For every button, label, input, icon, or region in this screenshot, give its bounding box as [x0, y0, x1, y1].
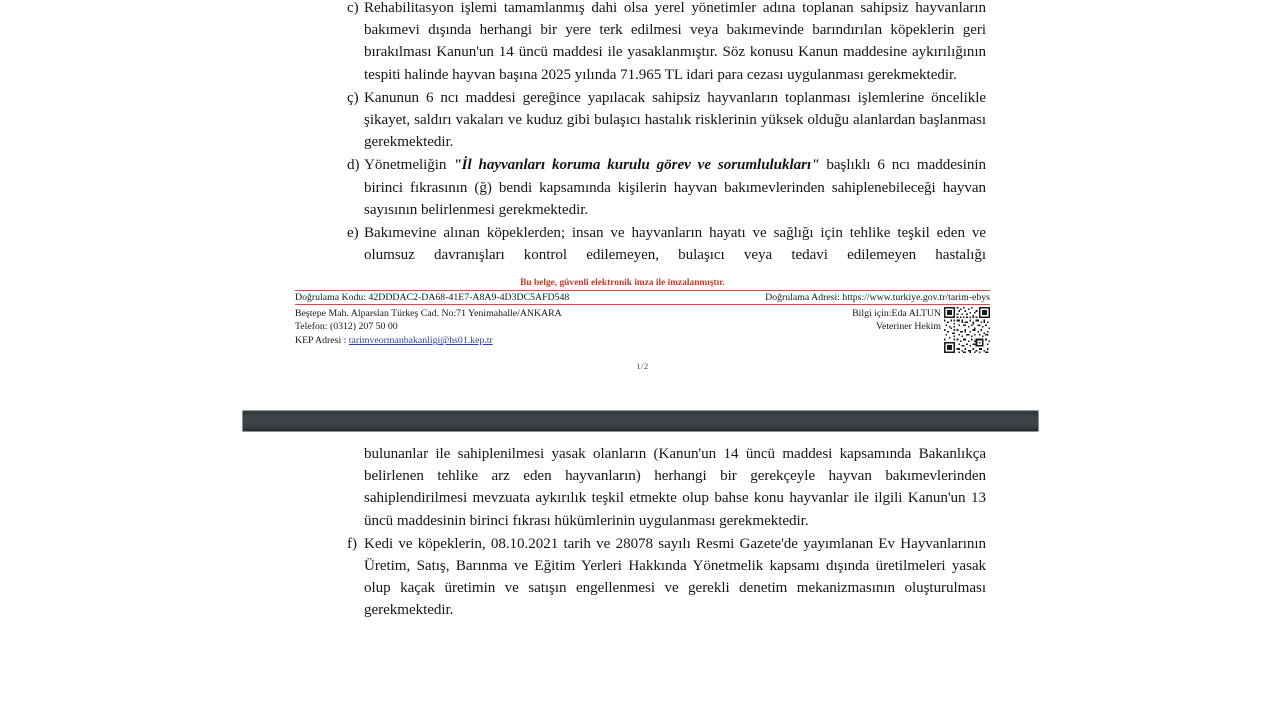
- page-separator-band: [243, 411, 1038, 431]
- footer-address-right: [852, 307, 990, 353]
- phone-line: Telefon: (0312) 207 50 00: [295, 321, 398, 333]
- verification-code-label: Doğrulama Kodu:: [295, 291, 367, 303]
- footer-address-row: [295, 307, 990, 353]
- clause-c: [347, 0, 986, 86]
- verification-row: [295, 290, 990, 305]
- clause-f: [347, 533, 986, 622]
- page-1-body: [243, 0, 1038, 266]
- verification-code-value: 42DDDAC2-DA68-41E7-A8A9-4D3DC5AFD548: [368, 291, 570, 303]
- clause-f-marker: f): [347, 535, 357, 552]
- clause-c-cedilla: [347, 87, 986, 154]
- contact-info: [852, 307, 941, 335]
- clause-d: [347, 154, 986, 221]
- page-2-continuation-paragraph: bulunanlar ile sahiplenilmesi yasak olanların (Kanun'un 14 üncü maddesi kapsamında Bakanlıkça belirlenen tehlike arz eden hayvanların) herhangi bir gerekçeyle hayvan bakımevlerinden sahiplendirilmesi mevzuata aykırılık teşkil etmekte olup bahse konu hayvanlar ile ilgili Kanun'un 13 üncü maddesinin birinci fıkrası hükümlerinin uygulanması gerekmektedir.: [364, 446, 986, 529]
- clause-c-cedilla-text: Kanunun 6 ncı maddesi gereğince yapılacak sahipsiz hayvanların toplanması işlemlerine öncelikle şikayet, saldırı vakaları ve kuduz gibi bulaşıcı hastalık risklerinin yüksek olduğu alanlardan başlanması gerekmektedir.: [364, 89, 986, 151]
- clause-e-marker: e): [347, 224, 359, 241]
- contact-name: Bilgi için:Eda ALTUN: [852, 307, 941, 319]
- contact-title: Veteriner Hekim: [875, 321, 941, 333]
- clause-c-text: Rehabilitasyon işlemi tamamlanmış dahi olsa yerel yönetimler adına toplanan sahipsiz hayvanların bakımevi dışında herhangi bir yere terk edilmesi veya bakımevinde barındırılan köpeklerin geri bırakılması Kanun'un 14 üncü maddesi ile yasaklanmıştır. Söz konusu Kanun maddesine aykırılığının tespiti halinde hayvan başına 2025 yılında 71.965 TL idari para cezası uygulanması gerekmektedir.: [364, 0, 986, 83]
- clause-d-cited-title: "İl hayvanları koruma kurulu görev ve sorumlulukları": [453, 157, 820, 174]
- clause-d-text: [364, 154, 986, 221]
- electronic-signature-note: Bu belge, güvenli elektronik imza ile imzalanmıştır.: [520, 278, 725, 289]
- clause-c-marker: c): [347, 0, 359, 16]
- kep-label: KEP Adresi :: [295, 335, 349, 347]
- verification-address-value[interactable]: https://www.turkiye.gov.tr/tarim-ebys: [842, 291, 990, 303]
- kep-address-link[interactable]: tarimveormanbakanligi@hs01.kep.tr: [348, 335, 493, 347]
- clause-d-text-before: Yönetmeliğin: [364, 157, 454, 174]
- footer-address-left: [295, 307, 562, 349]
- clause-e: [347, 222, 986, 266]
- clause-c-cedilla-marker: ç): [347, 89, 359, 106]
- verification-address-block: [765, 292, 990, 303]
- clause-e-text: Bakımevine alınan köpeklerden; insan ve hayvanların hayatı ve sağlığı için tehlike teşkil eden ve olumsuz davranışları kontrol edilemeyen, bulaşıcı veya tedavi edilemeyen hastalığı: [364, 224, 986, 264]
- document-page-1: [243, 0, 1038, 371]
- page-2-body: [243, 443, 1038, 622]
- page-number: 1/2: [636, 360, 649, 371]
- verification-code-block: [295, 292, 569, 303]
- qr-code-icon: [944, 307, 990, 353]
- verification-address-label: Doğrulama Adresi:: [765, 291, 840, 303]
- postal-address-line: Beştepe Mah. Alparslan Türkeş Cad. No:71 Yenimahalle/ANKARA: [295, 307, 562, 319]
- page-1-footer: [243, 278, 1038, 370]
- clause-f-text: Kedi ve köpeklerin, 08.10.2021 tarih ve 28078 sayılı Resmi Gazete'de yayımlanan Ev Hayvanlarının Üretim, Satış, Barınma ve Eğitim Yerleri Hakkında Yönetmelik kapsamı dışında üretilmeleri yasak olup kaçak üretimin ve satışın engellenmesi ve gerekli denetim mekanizmasının oluşturulması gerekmektedir.: [364, 535, 986, 619]
- kep-line: [295, 334, 562, 348]
- clause-d-text-after: başlıklı 6 ncı maddesinin birinci fıkrasının (ğ) bendi kapsamında kişilerin hayvan bakımevlerinden sahiplenebileceği hayvan sayısının belirlenmesi gerekmektedir.: [364, 157, 986, 218]
- document-page-2: [243, 443, 1038, 623]
- clause-d-marker: d): [347, 157, 360, 174]
